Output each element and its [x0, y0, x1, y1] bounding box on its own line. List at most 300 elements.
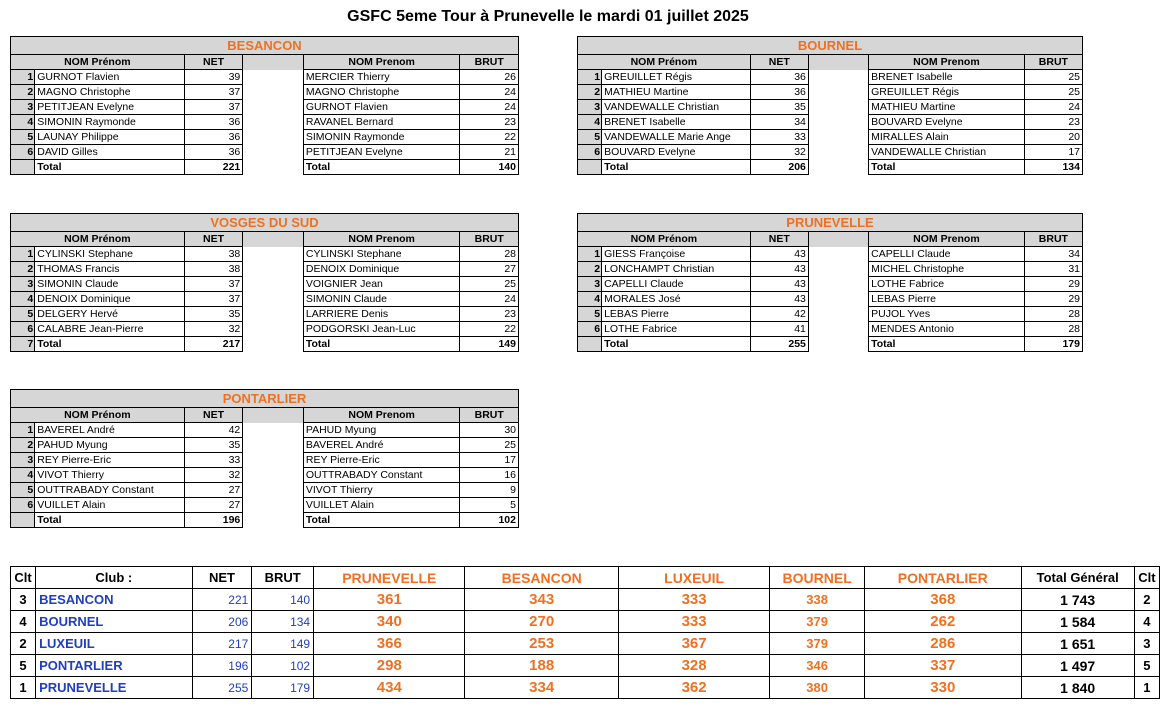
- player-name: MORALES José: [602, 292, 751, 307]
- table-row: [11, 247, 519, 262]
- net-score: 38: [184, 247, 243, 262]
- rank: 3: [11, 277, 35, 292]
- score-pontarlier: 330: [865, 677, 1022, 699]
- brut-score: 26: [460, 70, 519, 85]
- table-row: [11, 70, 519, 85]
- gap: [243, 277, 304, 292]
- rank: 3: [578, 100, 602, 115]
- net-score: 43: [750, 262, 808, 277]
- score-besancon: 343: [465, 589, 618, 611]
- player-name: PUJOL Yves: [869, 307, 1025, 322]
- player-name: DENOIX Dominique: [35, 292, 184, 307]
- club-name: PONTARLIER: [36, 655, 193, 677]
- total-label: Total: [303, 337, 460, 352]
- score-luxeuil: 362: [618, 677, 769, 699]
- summary-header-cell: PRUNEVELLE: [314, 567, 465, 589]
- brut-score: 29: [1024, 292, 1082, 307]
- gap: [243, 100, 304, 115]
- player-name: GREUILLET Régis: [869, 85, 1025, 100]
- rank: 4: [578, 292, 602, 307]
- player-name: MIRALLES Alain: [869, 130, 1025, 145]
- summary-header-cell: Club :: [36, 567, 193, 589]
- net-header: NET: [184, 408, 243, 423]
- total-label: Total: [602, 337, 751, 352]
- rank: 3: [11, 100, 35, 115]
- gap: [243, 160, 304, 175]
- rank: 2: [11, 438, 35, 453]
- net-score: 27: [184, 483, 243, 498]
- player-name: LARRIERE Denis: [303, 307, 460, 322]
- score-besancon: 334: [465, 677, 618, 699]
- player-name: PAHUD Myung: [303, 423, 460, 438]
- team-table-besancon: [10, 36, 519, 175]
- gap: [808, 307, 868, 322]
- rank: 2: [578, 262, 602, 277]
- summary-row: [11, 611, 1160, 633]
- brut: 102: [252, 655, 314, 677]
- player-name: VANDEWALLE Marie Ange: [602, 130, 751, 145]
- player-name: MERCIER Thierry: [303, 70, 460, 85]
- brut-score: 24: [460, 292, 519, 307]
- net-score: 35: [184, 438, 243, 453]
- player-name: PETITJEAN Evelyne: [303, 145, 460, 160]
- brut-score: 25: [460, 277, 519, 292]
- clt-final: 2: [1134, 589, 1159, 611]
- net-total: 255: [750, 337, 808, 352]
- team-name: VOSGES DU SUD: [11, 214, 519, 232]
- brut-name-header: NOM Prenom: [303, 408, 460, 423]
- table-row: [578, 292, 1083, 307]
- rank: 2: [11, 262, 35, 277]
- team-table-vosges-du-sud: [10, 213, 519, 352]
- player-name: REY Pierre-Eric: [35, 453, 184, 468]
- table-row: [578, 100, 1083, 115]
- brut-score: 28: [460, 247, 519, 262]
- net: 196: [192, 655, 252, 677]
- team-name: PRUNEVELLE: [578, 214, 1083, 232]
- net-name-header: NOM Prénom: [11, 55, 185, 70]
- player-name: VANDEWALLE Christian: [602, 100, 751, 115]
- table-row: [11, 115, 519, 130]
- summary-row: [11, 677, 1160, 699]
- brut: 134: [252, 611, 314, 633]
- gap: [243, 322, 304, 337]
- gap: [243, 70, 304, 85]
- total-row: [11, 337, 519, 352]
- score-besancon: 270: [465, 611, 618, 633]
- gap: [243, 85, 304, 100]
- table-row: [578, 115, 1083, 130]
- net-score: 32: [184, 322, 243, 337]
- total-label: Total: [303, 160, 460, 175]
- rank: 2: [11, 85, 35, 100]
- score-besancon: 188: [465, 655, 618, 677]
- rank: 6: [11, 322, 35, 337]
- player-name: MAGNO Christophe: [35, 85, 184, 100]
- gap: [808, 115, 868, 130]
- brut-score: 25: [460, 438, 519, 453]
- brut-score: 24: [1024, 100, 1082, 115]
- brut-total: 134: [1024, 160, 1082, 175]
- club-name: LUXEUIL: [36, 633, 193, 655]
- net-header: NET: [750, 55, 808, 70]
- clt-final: 5: [1134, 655, 1159, 677]
- score-prunevelle: 434: [314, 677, 465, 699]
- table-row: [578, 145, 1083, 160]
- total-rank: [11, 513, 35, 528]
- player-name: DENOIX Dominique: [303, 262, 460, 277]
- table-row: [11, 307, 519, 322]
- table-row: [11, 292, 519, 307]
- net-score: 36: [184, 115, 243, 130]
- gap: [808, 247, 868, 262]
- player-name: MENDES Antonio: [869, 322, 1025, 337]
- net-score: 41: [750, 322, 808, 337]
- team-name: BOURNEL: [578, 37, 1083, 55]
- net-score: 37: [184, 277, 243, 292]
- player-name: BOUVARD Evelyne: [602, 145, 751, 160]
- brut-header: BRUT: [460, 232, 519, 247]
- gap: [243, 337, 304, 352]
- total-label: Total: [35, 513, 184, 528]
- header-gap: [243, 55, 304, 70]
- brut-score: 34: [1024, 247, 1082, 262]
- table-row: [578, 70, 1083, 85]
- table-row: [11, 322, 519, 337]
- team-name: BESANCON: [11, 37, 519, 55]
- player-name: LONCHAMPT Christian: [602, 262, 751, 277]
- brut-name-header: NOM Prenom: [303, 55, 460, 70]
- brut-score: 17: [1024, 145, 1082, 160]
- rank: 5: [11, 483, 35, 498]
- score-luxeuil: 328: [618, 655, 769, 677]
- score-luxeuil: 333: [618, 589, 769, 611]
- brut-score: 25: [1024, 70, 1082, 85]
- gap: [808, 277, 868, 292]
- score-besancon: 253: [465, 633, 618, 655]
- brut-score: 28: [1024, 307, 1082, 322]
- net-total: 221: [184, 160, 243, 175]
- table-row: [578, 130, 1083, 145]
- brut-total: 140: [460, 160, 519, 175]
- player-name: CYLINSKI Stephane: [35, 247, 184, 262]
- player-name: MICHEL Christophe: [869, 262, 1025, 277]
- summary-table: [10, 566, 1160, 699]
- net-score: 33: [750, 130, 808, 145]
- brut-score: 16: [460, 468, 519, 483]
- net-score: 27: [184, 498, 243, 513]
- score-luxeuil: 367: [618, 633, 769, 655]
- net: 255: [192, 677, 252, 699]
- player-name: VIVOT Thierry: [35, 468, 184, 483]
- net-total: 217: [184, 337, 243, 352]
- table-row: [11, 262, 519, 277]
- table-row: [578, 322, 1083, 337]
- table-row: [11, 468, 519, 483]
- total-label: Total: [35, 160, 184, 175]
- score-bournel: 338: [770, 589, 865, 611]
- gap: [243, 247, 304, 262]
- net-name-header: NOM Prénom: [578, 55, 751, 70]
- player-name: SIMONIN Raymonde: [303, 130, 460, 145]
- brut-header: BRUT: [1024, 55, 1082, 70]
- rank: 4: [11, 292, 35, 307]
- player-name: VUILLET Alain: [303, 498, 460, 513]
- score-bournel: 346: [770, 655, 865, 677]
- summary-header-cell: Clt: [11, 567, 36, 589]
- player-name: PETITJEAN Evelyne: [35, 100, 184, 115]
- total-rank: [578, 160, 602, 175]
- club-name: PRUNEVELLE: [36, 677, 193, 699]
- score-prunevelle: 340: [314, 611, 465, 633]
- player-name: BAVEREL André: [303, 438, 460, 453]
- net-score: 43: [750, 292, 808, 307]
- summary-header-cell: BESANCON: [465, 567, 618, 589]
- rank: 6: [11, 145, 35, 160]
- table-row: [11, 453, 519, 468]
- clt: 2: [11, 633, 36, 655]
- table-row: [11, 423, 519, 438]
- gap: [243, 423, 304, 438]
- score-bournel: 379: [770, 611, 865, 633]
- player-name: LEBAS Pierre: [602, 307, 751, 322]
- brut-name-header: NOM Prenom: [869, 232, 1025, 247]
- score-prunevelle: 298: [314, 655, 465, 677]
- gap: [808, 100, 868, 115]
- net-score: 36: [184, 130, 243, 145]
- rank: 1: [11, 423, 35, 438]
- rank: 1: [11, 247, 35, 262]
- player-name: VANDEWALLE Christian: [869, 145, 1025, 160]
- brut-score: 25: [1024, 85, 1082, 100]
- rank: 2: [578, 85, 602, 100]
- total-rank: 7: [11, 337, 35, 352]
- gap: [808, 130, 868, 145]
- page-title: GSFC 5eme Tour à Prunevelle le mardi 01 juillet 2025: [347, 8, 749, 25]
- total-row: [11, 160, 519, 175]
- summary-header-cell: BOURNEL: [770, 567, 865, 589]
- brut-score: 31: [1024, 262, 1082, 277]
- gap: [808, 85, 868, 100]
- club-name: BOURNEL: [36, 611, 193, 633]
- score-luxeuil: 333: [618, 611, 769, 633]
- total-general: 1 497: [1021, 655, 1134, 677]
- player-name: PAHUD Myung: [35, 438, 184, 453]
- total-general: 1 840: [1021, 677, 1134, 699]
- rank: 4: [11, 468, 35, 483]
- gap: [243, 307, 304, 322]
- total-label: Total: [303, 513, 460, 528]
- net-name-header: NOM Prénom: [11, 232, 185, 247]
- rank: 4: [11, 115, 35, 130]
- gap: [243, 513, 304, 528]
- player-name: SIMONIN Claude: [35, 277, 184, 292]
- player-name: PODGORSKI Jean-Luc: [303, 322, 460, 337]
- net-total: 196: [184, 513, 243, 528]
- table-row: [578, 85, 1083, 100]
- gap: [808, 145, 868, 160]
- score-bournel: 379: [770, 633, 865, 655]
- gap: [808, 337, 868, 352]
- score-prunevelle: 361: [314, 589, 465, 611]
- team-table-pontarlier: [10, 389, 519, 528]
- net-header: NET: [184, 55, 243, 70]
- rank: 4: [578, 115, 602, 130]
- net-score: 37: [184, 292, 243, 307]
- net-score: 42: [184, 423, 243, 438]
- rank: 5: [11, 130, 35, 145]
- rank: 6: [11, 498, 35, 513]
- brut-header: BRUT: [460, 408, 519, 423]
- net-score: 39: [184, 70, 243, 85]
- net: 217: [192, 633, 252, 655]
- net-score: 35: [184, 307, 243, 322]
- score-pontarlier: 262: [865, 611, 1022, 633]
- brut-score: 21: [460, 145, 519, 160]
- player-name: GURNOT Flavien: [303, 100, 460, 115]
- net-score: 35: [750, 100, 808, 115]
- brut-score: 24: [460, 85, 519, 100]
- score-bournel: 380: [770, 677, 865, 699]
- player-name: GIESS Françoise: [602, 247, 751, 262]
- total-rank: [11, 160, 35, 175]
- brut-total: 102: [460, 513, 519, 528]
- brut-score: 27: [460, 262, 519, 277]
- player-name: MATHIEU Martine: [869, 100, 1025, 115]
- gap: [243, 498, 304, 513]
- total-row: [578, 160, 1083, 175]
- total-general: 1 651: [1021, 633, 1134, 655]
- brut-score: 28: [1024, 322, 1082, 337]
- player-name: CYLINSKI Stephane: [303, 247, 460, 262]
- summary-header-cell: BRUT: [252, 567, 314, 589]
- brut-score: 9: [460, 483, 519, 498]
- header-gap: [808, 232, 868, 247]
- player-name: GREUILLET Régis: [602, 70, 751, 85]
- table-row: [11, 438, 519, 453]
- gap: [243, 292, 304, 307]
- brut-score: 20: [1024, 130, 1082, 145]
- player-name: LOTHE Fabrice: [602, 322, 751, 337]
- brut-name-header: NOM Prenom: [303, 232, 460, 247]
- club-name: BESANCON: [36, 589, 193, 611]
- player-name: DAVID Gilles: [35, 145, 184, 160]
- net-score: 33: [184, 453, 243, 468]
- brut-score: 22: [460, 130, 519, 145]
- clt-final: 4: [1134, 611, 1159, 633]
- net-score: 37: [184, 100, 243, 115]
- clt: 4: [11, 611, 36, 633]
- gap: [808, 322, 868, 337]
- brut: 140: [252, 589, 314, 611]
- player-name: REY Pierre-Eric: [303, 453, 460, 468]
- net-score: 43: [750, 277, 808, 292]
- net-score: 42: [750, 307, 808, 322]
- player-name: CALABRE Jean-Pierre: [35, 322, 184, 337]
- total-row: [578, 337, 1083, 352]
- total-label: Total: [602, 160, 751, 175]
- table-row: [578, 247, 1083, 262]
- summary-row: [11, 589, 1160, 611]
- player-name: OUTTRABADY Constant: [303, 468, 460, 483]
- net-score: 36: [184, 145, 243, 160]
- player-name: CAPELLI Claude: [602, 277, 751, 292]
- total-general: 1 743: [1021, 589, 1134, 611]
- table-row: [11, 277, 519, 292]
- brut-header: BRUT: [460, 55, 519, 70]
- table-row: [578, 307, 1083, 322]
- rank: 3: [578, 277, 602, 292]
- brut: 149: [252, 633, 314, 655]
- total-rank: [578, 337, 602, 352]
- brut-score: 22: [460, 322, 519, 337]
- brut-score: 23: [1024, 115, 1082, 130]
- rank: 5: [11, 307, 35, 322]
- brut-name-header: NOM Prenom: [869, 55, 1025, 70]
- player-name: LEBAS Pierre: [869, 292, 1025, 307]
- table-row: [11, 85, 519, 100]
- brut-score: 24: [460, 100, 519, 115]
- header-gap: [808, 55, 868, 70]
- net-score: 32: [184, 468, 243, 483]
- net-name-header: NOM Prénom: [578, 232, 751, 247]
- player-name: CAPELLI Claude: [869, 247, 1025, 262]
- table-row: [578, 262, 1083, 277]
- summary-header-cell: Clt: [1134, 567, 1159, 589]
- player-name: MATHIEU Martine: [602, 85, 751, 100]
- brut-score: 23: [460, 115, 519, 130]
- net-name-header: NOM Prénom: [11, 408, 185, 423]
- gap: [243, 483, 304, 498]
- brut-total: 149: [460, 337, 519, 352]
- player-name: BRENET Isabelle: [869, 70, 1025, 85]
- table-row: [11, 130, 519, 145]
- net-total: 206: [750, 160, 808, 175]
- total-label: Total: [869, 337, 1025, 352]
- player-name: GURNOT Flavien: [35, 70, 184, 85]
- player-name: OUTTRABADY Constant: [35, 483, 184, 498]
- rank: 3: [11, 453, 35, 468]
- rank: 5: [578, 130, 602, 145]
- gap: [243, 130, 304, 145]
- summary-header-cell: Total Général: [1021, 567, 1134, 589]
- net-score: 38: [184, 262, 243, 277]
- net-score: 34: [750, 115, 808, 130]
- rank: 1: [578, 70, 602, 85]
- team-name: PONTARLIER: [11, 390, 519, 408]
- total-label: Total: [35, 337, 184, 352]
- rank: 6: [578, 322, 602, 337]
- rank: 6: [578, 145, 602, 160]
- total-general: 1 584: [1021, 611, 1134, 633]
- player-name: SIMONIN Raymonde: [35, 115, 184, 130]
- clt-final: 3: [1134, 633, 1159, 655]
- net: 221: [192, 589, 252, 611]
- player-name: LAUNAY Philippe: [35, 130, 184, 145]
- player-name: BOUVARD Evelyne: [869, 115, 1025, 130]
- gap: [243, 115, 304, 130]
- gap: [243, 145, 304, 160]
- player-name: VIVOT Thierry: [303, 483, 460, 498]
- net: 206: [192, 611, 252, 633]
- table-row: [11, 145, 519, 160]
- header-gap: [243, 232, 304, 247]
- brut-score: 23: [460, 307, 519, 322]
- gap: [808, 70, 868, 85]
- player-name: LOTHE Fabrice: [869, 277, 1025, 292]
- player-name: BRENET Isabelle: [602, 115, 751, 130]
- gap: [808, 292, 868, 307]
